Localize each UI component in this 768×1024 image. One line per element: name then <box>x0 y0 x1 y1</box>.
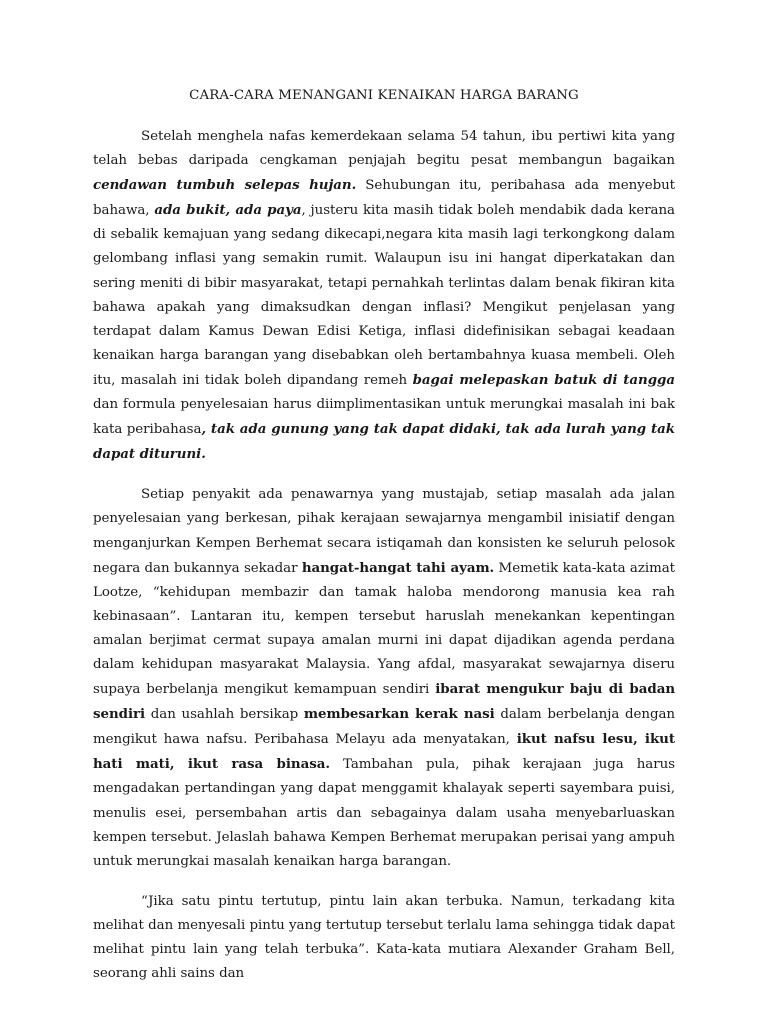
paragraph-2-text-4: dalam berbelanja dengan mengikut hawa nafsu. Peribahasa Melayu ada menyatakan, <box>93 707 675 748</box>
paragraph-2-text-1: Setiap penyakit ada penawarnya yang mustajab, setiap masalah ada jalan penyelesaian yang berkesan, pihak kerajaan sewajarnya mengambil inisiatif dengan menganjurkan Kempen Berhemat secara istiqamah dan konsisten ke seluruh pelosok negara dan bukannya sekadar <box>93 487 675 576</box>
paragraph-1-text-1: Setelah menghela nafas kemerdekaan selama 54 tahun, ibu pertiwi kita yang telah bebas daripada cengkaman penjajah begitu pesat membangun bagaikan <box>93 129 675 169</box>
proverb-mengukur-baju: ibarat mengukur baju di badan sendiri <box>93 681 676 723</box>
proverb-kerak-nasi: membesarkan kerak nasi <box>303 706 495 723</box>
paragraph-1 <box>93 125 675 467</box>
paragraph-2-text-2: Memetik kata-kata azimat Lootze, “kehidupan membazir dan tamak haloba mendorong manusia kea rah kebinasaan”. Lantaran itu, kempen tersebut haruslah menekankan kepentingan amalan berjimat cermat supaya amalan murni ini dapat dijadikan agenda perdana dalam kehidupan masyarakat Malaysia. Yang afdal, masyarakat sewajarnya diseru supaya berbelanja mengikut kemampuan sendiri <box>93 560 676 698</box>
paragraph-3 <box>93 890 675 986</box>
paragraph-3-text-1: “Jika satu pintu tertutup, pintu lain akan terbuka. Namun, terkadang kita melihat dan menyesali pintu yang tertutup tersebut terlalu lama sehingga tidak dapat melihat pintu lain yang telah terbuka”. Kata-kata mutiara Alexander Graham Bell, seorang ahli sains dan <box>93 893 675 982</box>
paragraph-1-text-4: dan formula penyelesaian harus diimplimentasikan untuk merungkai masalah ini bak kata peribahasa <box>93 397 675 438</box>
proverb-nafsu-lesu: ikut nafsu lesu, ikut hati mati, ikut rasa binasa. <box>93 731 676 773</box>
proverb-bukit-paya: ada bukit, ada paya <box>154 202 302 219</box>
proverb-tahi-ayam: hangat-hangat tahi ayam. <box>301 559 495 576</box>
paragraph-1-text-2: Sehubungan itu, peribahasa ada menyebut bahawa, <box>93 178 675 219</box>
paragraph-1-text-3: , justeru kita masih tidak boleh mendabik dada kerana di sebalik kemajuan yang sedang dikecapi,negara kita masih lagi terkongkong dalam gelombang inflasi yang semakin rumit. Walaupun isu ini hangat diperkatakan dan sering meniti di bibir masyarakat, tetapi pernahkah terlintas dalam benak fikiran kita bahawa apakah yang dimaksudkan dengan inflasi? Mengikut penjelasan yang terdapat dalam Kamus Dewan Edisi Ketiga, inflasi didefinisikan sebagai keadaan kenaikan harga barangan yang disebabkan oleh bertambahnya kuasa membeli. Oleh itu, masalah ini tidak boleh dipandang remeh <box>93 203 675 388</box>
paragraph-2 <box>93 483 675 874</box>
proverb-gunung-lurah: , tak ada gunung yang tak dapat didaki, tak ada lurah yang tak dapat dituruni. <box>93 421 675 463</box>
paragraph-2-text-5: Tambahan pula, pihak kerajaan juga harus mengadakan pertandingan yang dapat menggamit khalayak seperti sayembara puisi, menulis esei, persembahan artis dan sebagainya dalam usaha menyebarluaskan kempen tersebut. Jelaslah bahawa Kempen Berhemat merupakan perisai yang ampuh untuk merungkai masalah kenaikan harga barangan. <box>93 757 675 869</box>
paragraph-2-text-3: dan usahlah bersikap <box>145 707 304 723</box>
proverb-batuk-tangga: bagai melepaskan batuk di tangga <box>412 371 675 388</box>
proverb-cendawan: cendawan tumbuh selepas hujan. <box>93 177 357 194</box>
document-title: CARA-CARA MENANGANI KENAIKAN HARGA BARANG <box>189 88 579 103</box>
